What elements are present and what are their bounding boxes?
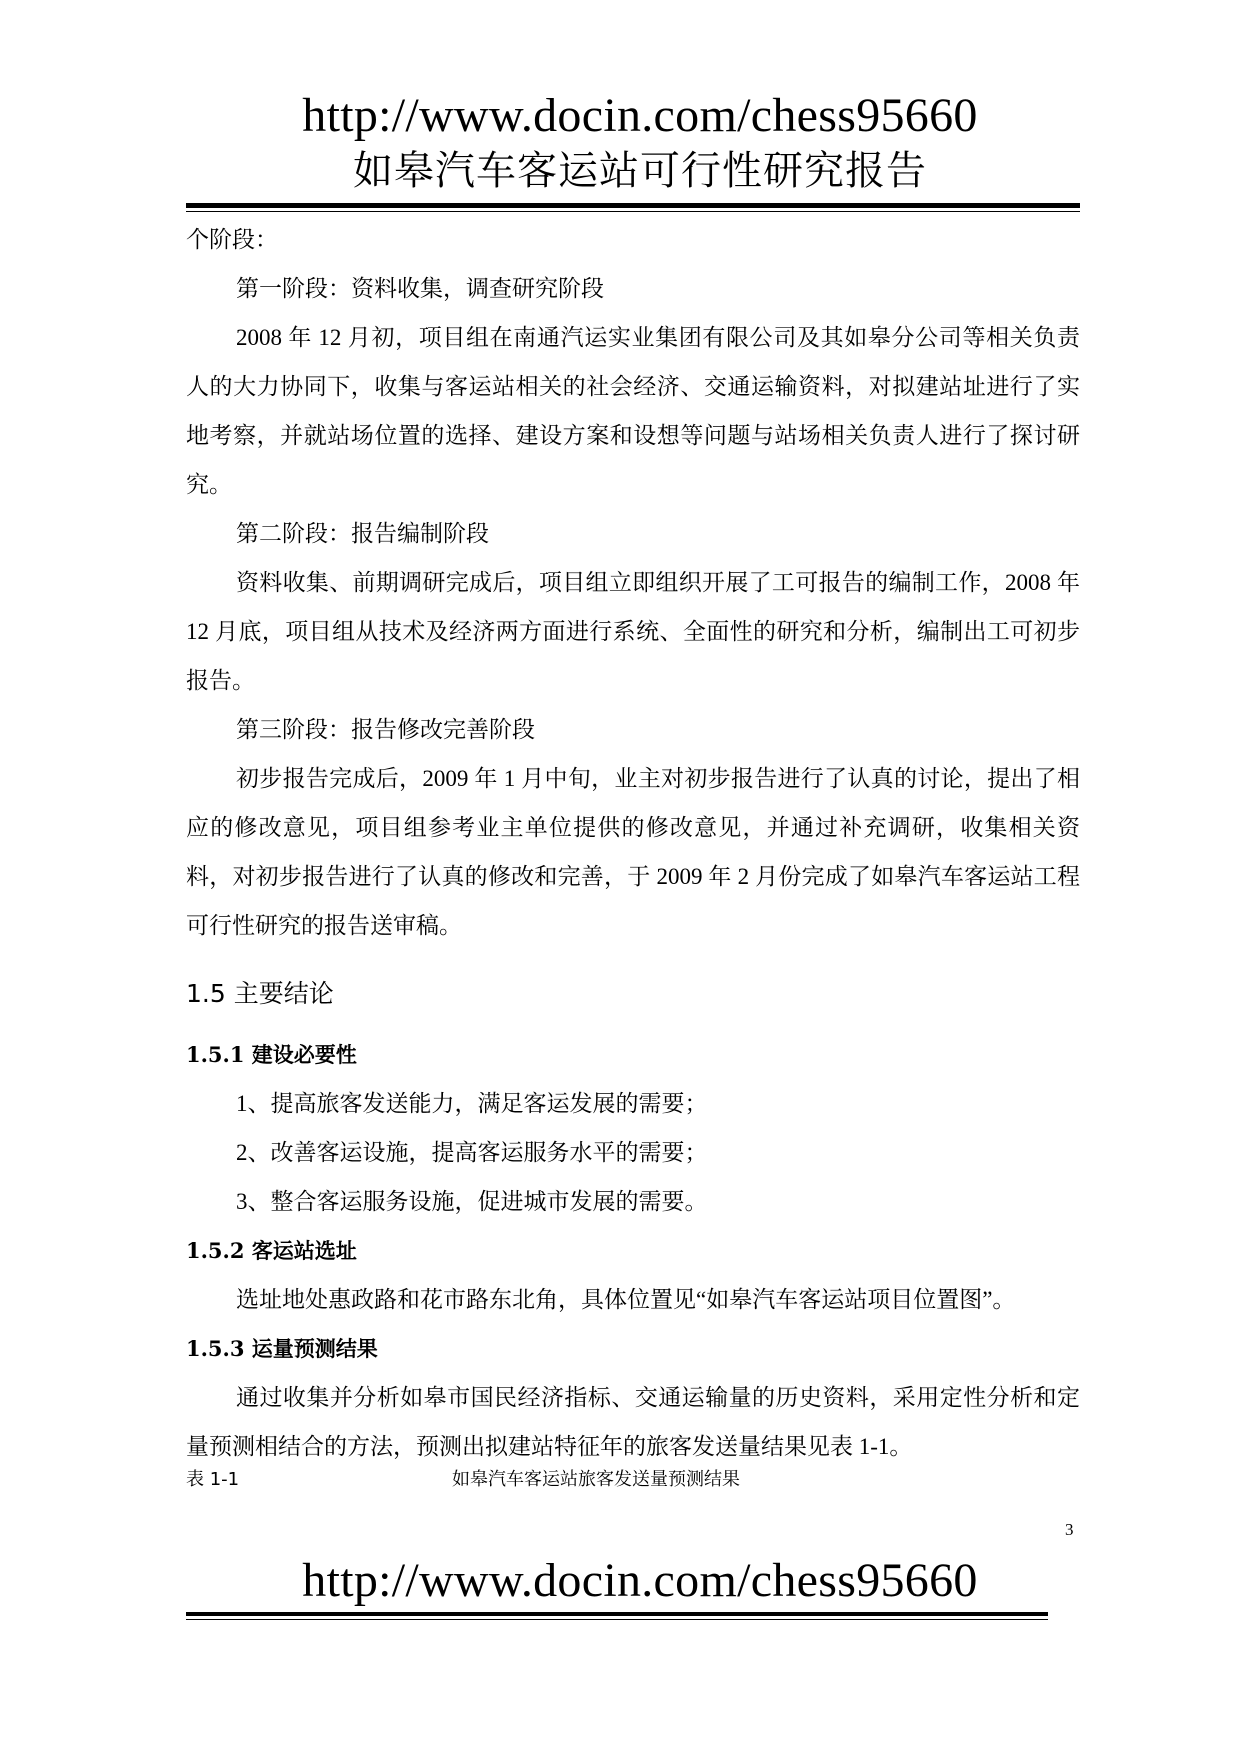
stage-heading: 第二阶段：报告编制阶段 xyxy=(236,521,489,546)
header-url: http://www.docin.com/chess95660 xyxy=(302,89,978,142)
list-item: 1、提高旅客发送能力，满足客运发展的需要； xyxy=(236,1091,708,1116)
page-number: 3 xyxy=(1065,1520,1074,1539)
header-rule-thin xyxy=(186,211,1080,212)
header-rule-thick xyxy=(186,203,1080,208)
paragraph: 资料收集、前期调研完成后，项目组立即组织开展了工可报告的编制工作，2008 年 12 月底，项目组从技术及经济两方面进行系统、全面性的研究和分析，编制出工可初步报告。 xyxy=(186,570,1080,693)
footer-rule-thick xyxy=(186,1612,1048,1616)
section-heading: 1.5 主要结论 xyxy=(186,979,334,1008)
table-caption xyxy=(186,1465,1080,1495)
table-caption-label: 表 1-1 xyxy=(186,1469,240,1490)
stage-heading: 第三阶段：报告修改完善阶段 xyxy=(236,717,535,742)
paragraph: 通过收集并分析如皋市国民经济指标、交通运输量的历史资料，采用定性分析和定量预测相结合的方法，预测出拟建站特征年的旅客发送量结果见表 1-1。 xyxy=(186,1385,1080,1459)
paragraph: 初步报告完成后，2009 年 1 月中旬，业主对初步报告进行了认真的讨论，提出了相应的修改意见，项目组参考业主单位提供的修改意见，并通过补充调研，收集相关资料，对初步报告进行了认真的修改和完善，于 2009 年 2 月份完成了如皋汽车客运站工程可行性研究的报告送审稿。 xyxy=(186,766,1080,938)
document-body xyxy=(186,215,1080,1471)
subsection-heading: 1.5.2 客运站选址 xyxy=(186,1238,357,1263)
paragraph: 2008 年 12 月初，项目组在南通汽运实业集团有限公司及其如皋分公司等相关负责人的大力协同下，收集与客运站相关的社会经济、交通运输资料，对拟建站址进行了实地考察，并就站场位置的选择、建设方案和设想等问题与站场相关负责人进行了探讨研究。 xyxy=(186,325,1080,497)
subsection-heading: 1.5.3 运量预测结果 xyxy=(186,1336,378,1361)
subsection-heading: 1.5.1 建设必要性 xyxy=(186,1042,357,1067)
document-title: 如皋汽车客运站可行性研究报告 xyxy=(353,148,927,194)
paragraph: 个阶段： xyxy=(186,227,278,252)
stage-heading: 第一阶段：资料收集，调查研究阶段 xyxy=(236,276,604,301)
list-item: 2、改善客运设施，提高客运服务水平的需要； xyxy=(236,1140,708,1165)
table-caption-title: 如皋汽车客运站旅客发送量预测结果 xyxy=(452,1469,740,1490)
paragraph: 选址地处惠政路和花市路东北角，具体位置见“如皋汽车客运站项目位置图”。 xyxy=(236,1287,1016,1312)
list-item: 3、整合客运服务设施，促进城市发展的需要。 xyxy=(236,1189,708,1214)
footer-rule-thin xyxy=(186,1619,1048,1620)
footer-url: http://www.docin.com/chess95660 xyxy=(302,1554,978,1607)
